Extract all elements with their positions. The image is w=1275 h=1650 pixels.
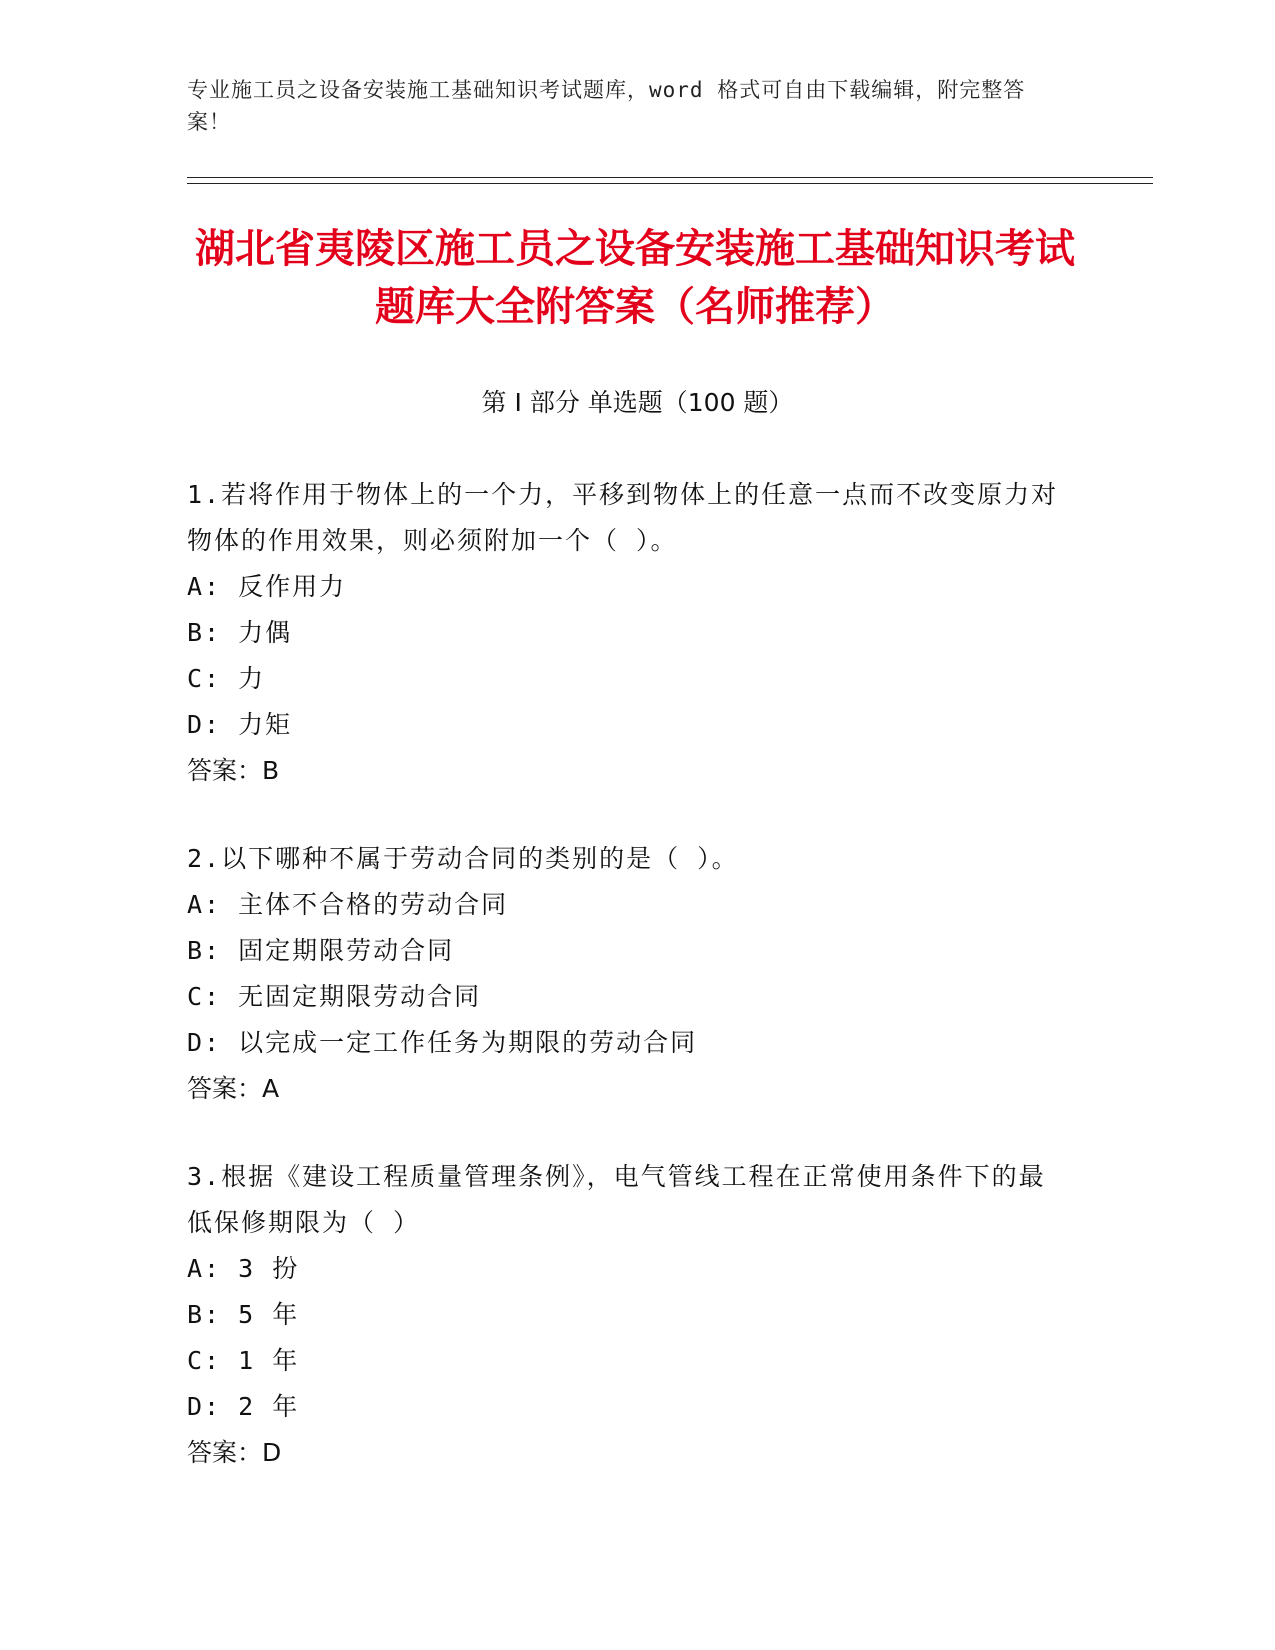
question-stem: 1.若将作用于物体上的一个力，平移到物体上的任意一点而不改变原力对物体的作用效果，则必须附加一个（ ）。 (187, 480, 1059, 555)
question-stem: 2.以下哪种不属于劳动合同的类别的是（ ）。 (187, 844, 739, 873)
option-d: D: 2 年 (187, 1392, 300, 1421)
question-3 (187, 1154, 1067, 1476)
option-d: D: 力矩 (187, 710, 293, 739)
option-d: D: 以完成一定工作任务为期限的劳动合同 (187, 1028, 698, 1057)
option-b: B: 5 年 (187, 1300, 300, 1329)
question-2 (187, 836, 1067, 1112)
option-c: C: 1 年 (187, 1346, 300, 1375)
answer: 答案：A (187, 1074, 280, 1103)
answer: 答案：B (187, 756, 280, 785)
option-a: A: 主体不合格的劳动合同 (187, 890, 509, 919)
header-rule-top (187, 177, 1153, 178)
option-c: C: 无固定期限劳动合同 (187, 982, 482, 1011)
option-b: B: 固定期限劳动合同 (187, 936, 455, 965)
question-stem: 3.根据《建设工程质量管理条例》，电气管线工程在正常使用条件下的最低保修期限为（ ） (187, 1162, 1046, 1237)
option-a: A: 3 扮 (187, 1254, 300, 1283)
document-title: 湖北省夷陵区施工员之设备安装施工基础知识考试题库大全附答案（名师推荐） (195, 226, 1075, 330)
answer: 答案：D (187, 1438, 282, 1467)
question-1 (187, 472, 1067, 794)
header-note: 专业施工员之设备安装施工基础知识考试题库，word 格式可自由下载编辑，附完整答案！ (187, 78, 1026, 134)
option-b: B: 力偶 (187, 618, 293, 647)
section-title: 第 I 部分 单选题（100 题） (481, 388, 794, 417)
option-c: C: 力 (187, 664, 266, 693)
header-rule-bottom (187, 183, 1153, 184)
option-a: A: 反作用力 (187, 572, 347, 601)
